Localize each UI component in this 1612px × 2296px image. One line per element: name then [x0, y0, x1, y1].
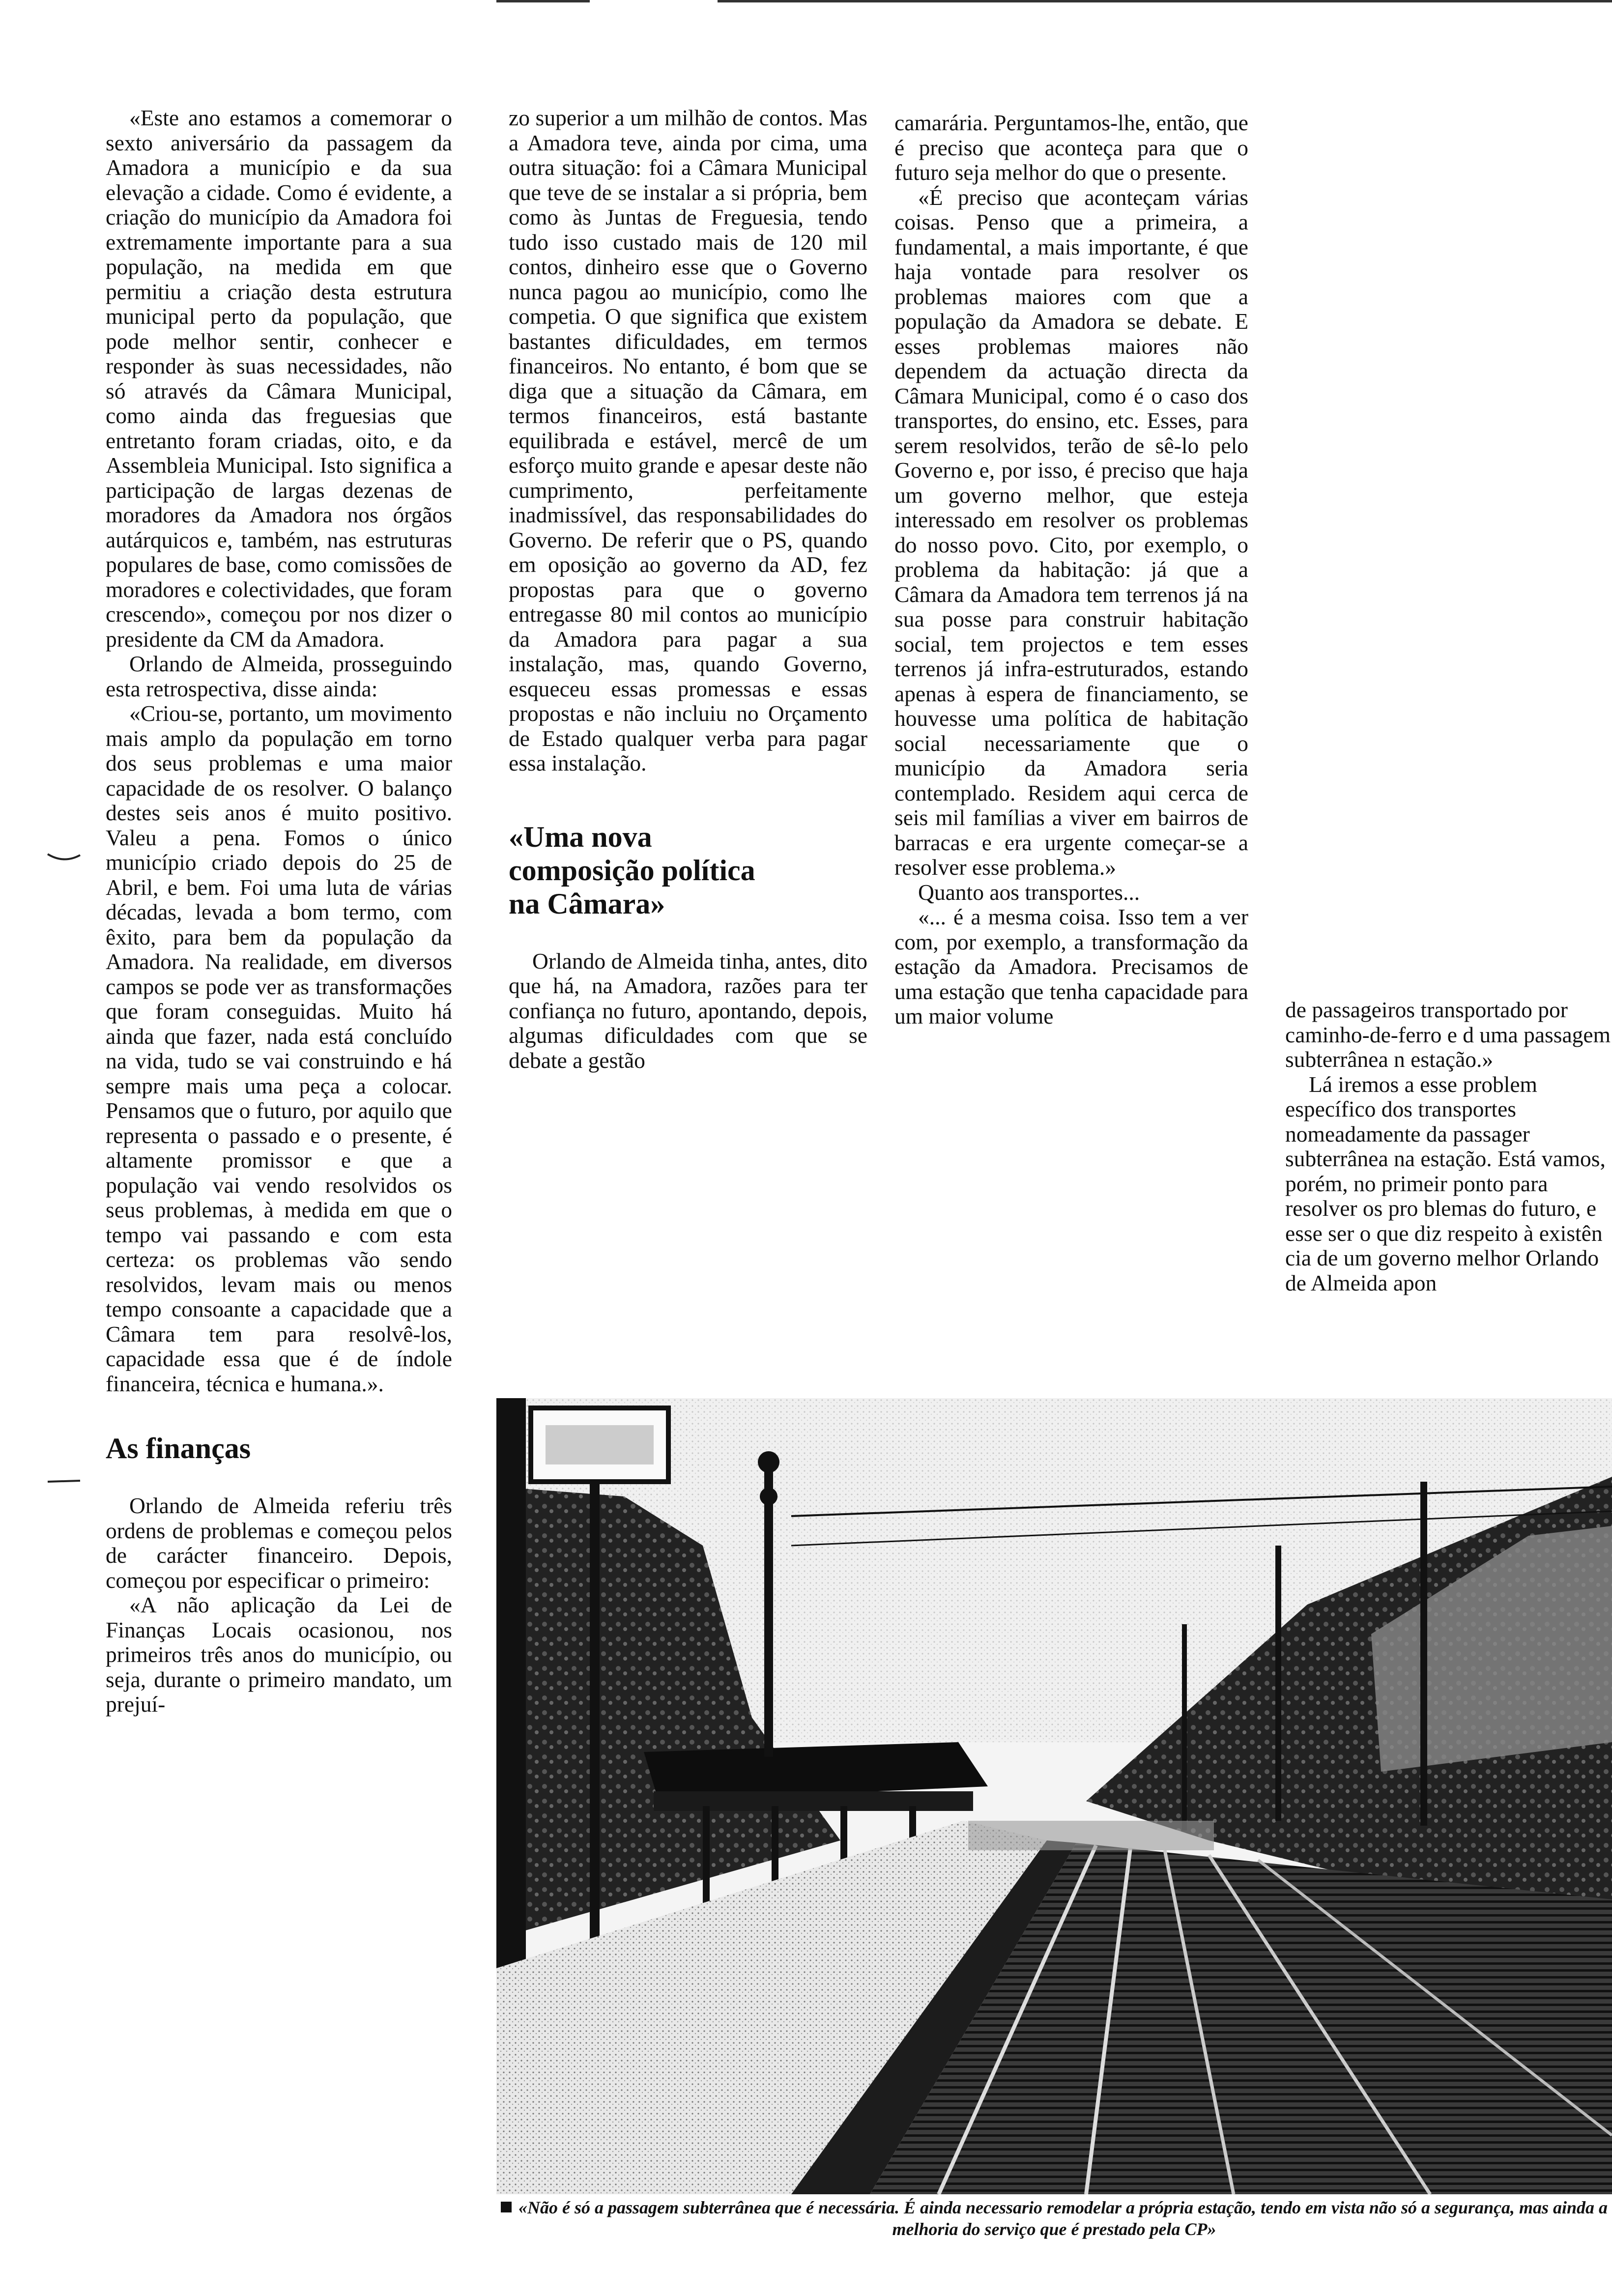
col2-paragraph-1: zo superior a um milhão de contos. Mas a Amadora teve, ainda por cima, uma outra situação: foi a Câmara Municipal que teve de se instalar a si própria, bem como às Juntas de Freguesia, tendo tudo isso custado mais de 120 mil contos, dinheiro esse que o Governo nunca pagou ao município, como lhe competia. O que significa que existem bastantes dificuldades, em termos financeiros. No entanto, é bom que se diga que a situação da Câmara, em termos financeiros, está bastante equilibrada e estável, mercê de um esforço muito grande e apesar deste não cumprimento, perfeitamente inadmissível, das responsabilidades do Governo. De referir que o PS, quando em oposição ao governo da AD, fez propostas para que o governo entregasse 80 mil contos ao município da Amadora para pagar a sua instalação, mas, quando Governo, esqueceu essas promessas e essas propostas e não incluiu no Orçamento de Estado qualquer verba para pagar essa instalação. [509, 105, 867, 775]
photo-caption [496, 2197, 1612, 2240]
col3-paragraph-4: «... é a mesma coisa. Isso tem a ver com, por exemplo, a transformação da estação da Amadora. Precisamos de uma estação que tenha capacidade para um maior volume [894, 904, 1248, 1029]
col3-paragraph-2: «É preciso que aconteçam várias coisas. Penso que a primeira, a fundamental, a mais importante, é que haja vontade para resolver os problemas maiores com que a população da Amadora se debate. E esses problemas maiores não dependem da actuação directa da Câmara Municipal, como é o caso dos transportes, do ensino, etc. Esses, para serem resolvidos, terão de sê-lo pelo Governo e, por isso, é preciso que haja um governo melhor, que esteja interessado em resolver os problemas do nosso povo. Cito, por exemplo, o problema da habitação: já que a Câmara da Amadora tem terrenos já na sua posse para construir habitação social, tem projectos e tem esses terrenos já infra-estruturados, estando apenas à espera de financiamento, se houvesse uma política de habitação social necessariamente que o município da Amadora seria contemplado. Residem aqui cerca de seis mil famílias a viver em bairros de barracas e era urgente começar-se a resolver esse problema.» [894, 184, 1248, 880]
photo-caption-text: «Não é só a passagem subterrânea que é necessária. É ainda necessario remodelar a própria estação, tendo em vista não só a segurança, mas ainda a melhoria do serviço que é prestado pela CP» [518, 2198, 1608, 2239]
margin-mark-1 [47, 850, 81, 865]
caption-bullet-icon [501, 2202, 512, 2212]
top-rule-right [718, 0, 1612, 2]
column-1 [106, 106, 452, 1717]
top-rule-left [496, 0, 590, 2]
column-2 [509, 106, 867, 1073]
station-photo [496, 1398, 1612, 2194]
col1-paragraph-4: Orlando de Almeida referiu três ordens de problemas e começou pelos de carácter financeiro. Depois, começou por especificar o primeiro: [106, 1493, 452, 1593]
col4-paragraph-1: de passageiros transportado por caminho-de-ferro e d uma passagem subterrânea n estação.» [1285, 997, 1611, 1072]
margin-mark-2 [47, 1477, 81, 1487]
col4-paragraph-2: Lá iremos a esse problem específico dos transportes nomeadamente da passager subterrânea na estação. Está vamos, porém, no primeir ponto para resolver os pro blemas do futuro, e esse ser o que diz respeito à existên cia de um governo melhor Orlando de Almeida apon [1285, 1071, 1606, 1295]
column-3 [894, 111, 1248, 1029]
station-photo-image [496, 1398, 1612, 2194]
col1-paragraph-2: Orlando de Almeida, prosseguindo esta retrospectiva, disse ainda: [106, 651, 452, 701]
section-heading-composicao: «Uma nova composição política na Câmara» [509, 820, 755, 920]
column-4 [1285, 998, 1612, 1295]
col2-paragraph-2: Orlando de Almeida tinha, antes, dito que há, na Amadora, razões para ter confiança no futuro, apontando, depois, algumas dificuldades com que se debate a gestão [509, 948, 867, 1073]
col1-paragraph-1: «Este ano estamos a comemorar o sexto aniversário da passagem da Amadora a município e da sua elevação a cidade. Como é evidente, a criação do município da Amadora foi extremamente importante para a sua população, na medida em que permitiu a criação desta estrutura municipal perto da população, que pode melhor sentir, conhecer e responder às suas necessidades, não só através da Câmara Municipal, como ainda das freguesias que entretanto foram criadas, oito, e da Assembleia Municipal. Isto significa a participação de largas dezenas de moradores da Amadora nos órgãos autárquicos e, também, nas estruturas populares de base, como comissões de moradores e colectividades, que foram crescendo», começou por nos dizer o presidente da CM da Amadora. [106, 105, 452, 652]
section-heading-financas: As finanças [106, 1432, 251, 1464]
col3-paragraph-1: camarária. Perguntamos-lhe, então, que é preciso que aconteça para que o futuro seja melhor do que o presente. [894, 110, 1248, 185]
col1-paragraph-3: «Criou-se, portanto, um movimento mais amplo da população em torno dos seus problemas e uma maior capacidade de os resolver. O balanço destes seis anos é muito positivo. Valeu a pena. Fomos o único município criado depois do 25 de Abril, e bem. Foi uma luta de várias décadas, levada a bom termo, com êxito, para bem da população da Amadora. Na realidade, em diversos campos se pode ver as transformações que foram conseguidas. Muito há ainda que fazer, nada está concluído na vida, tudo se vai construindo e há sempre mais uma peça a colocar. Pensamos que o futuro, por aquilo que representa o passado e o presente, é altamente promissor e que a população vai vendo resolvidos os seus problemas, à medida em que o tempo vai passando e com esta certeza: os problemas vão sendo resolvidos, levam mais ou menos tempo consoante a capacidade que a Câmara tem para resolvê-los, capacidade essa que é de índole financeira, técnica e humana.». [106, 701, 452, 1396]
col3-paragraph-3: Quanto aos transportes... [918, 879, 1140, 905]
col1-paragraph-5: «A não aplicação da Lei de Finanças Locais ocasionou, nos primeiros três anos do município, ou seja, durante o primeiro mandato, um prejuí- [106, 1592, 452, 1717]
